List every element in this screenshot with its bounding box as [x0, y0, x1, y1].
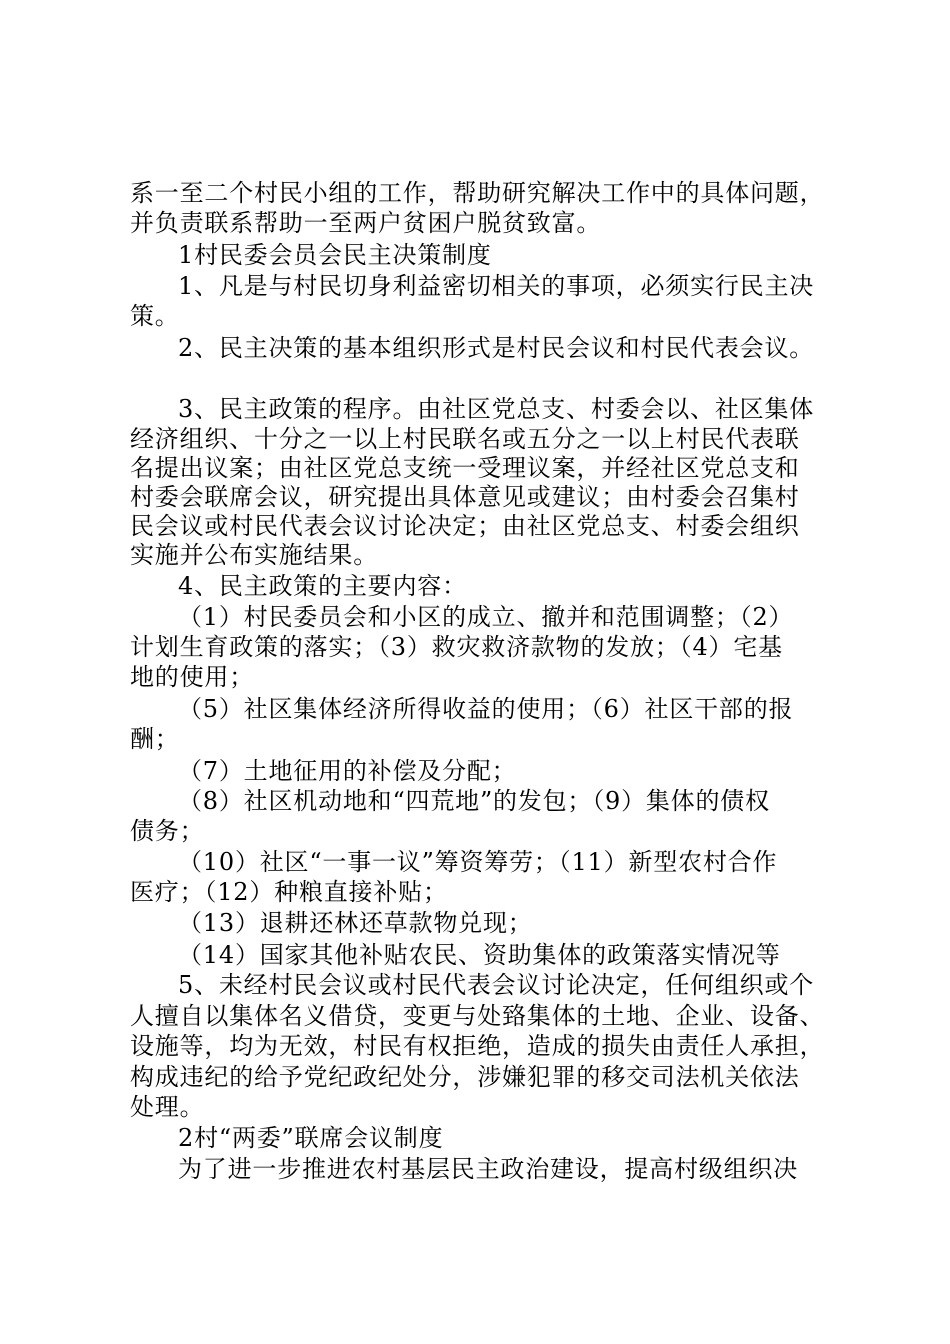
- list-item: （14）国家其他补贴农民、资助集体的政策落实情况等: [178, 941, 781, 969]
- text-line: 村委会联席会议，研究提出具体意见或建议；由村委会召集村: [130, 483, 800, 511]
- text-line: 构成违纪的给予党纪政纪处分，涉嫌犯罪的移交司法机关依法: [130, 1063, 800, 1091]
- list-item: （8）社区机动地和“四荒地”的发包；（9）集体的债权: [178, 787, 770, 815]
- section-heading: 1村民委会员会民主决策制度: [178, 241, 492, 269]
- list-item: （10）社区“一事一议”筹资筹劳；（11）新型农村合作: [178, 848, 778, 876]
- list-item: （5）社区集体经济所得收益的使用；（6）社区干部的报: [178, 695, 794, 723]
- list-item: 医疗；（12）种粮直接补贴；: [130, 878, 448, 906]
- text-line: 名提出议案；由社区党总支统一受理议案，并经社区党总支和: [130, 454, 800, 482]
- text-line: 人擅自以集体名义借贷，变更与处臵集体的土地、企业、设备、: [130, 1002, 825, 1030]
- list-item: 债务；: [130, 817, 205, 845]
- text-line: 2、民主决策的基本组织形式是村民会议和村民代表会议。: [178, 334, 815, 362]
- list-item: 地的使用；: [130, 663, 254, 691]
- text-line: 5、未经村民会议或村民代表会议讨论决定，任何组织或个: [178, 971, 815, 999]
- text-line: 1、凡是与村民切身利益密切相关的事项，必须实行民主决: [178, 272, 815, 300]
- list-item: （13）退耕还林还草款物兑现；: [178, 909, 533, 937]
- text-line: 3、民主政策的程序。由社区党总支、村委会以、社区集体: [178, 395, 815, 423]
- text-line: 设施等，均为无效，村民有权拒绝，造成的损失由责任人承担，: [130, 1032, 825, 1060]
- text-line: 4、民主政策的主要内容：: [178, 572, 467, 600]
- list-item: （7）土地征用的补偿及分配；: [178, 757, 517, 785]
- list-item: 计划生育政策的落实；（3）救灾救济款物的发放；（4）宅基: [130, 633, 783, 661]
- text-line: 并负责联系帮助一至两户贫困户脱贫致富。: [130, 209, 602, 237]
- list-item: （1）村民委员会和小区的成立、撤并和范围调整；（2）: [178, 603, 794, 631]
- text-line: 为了进一步推进农村基层民主政治建设，提高村级组织决: [178, 1155, 798, 1183]
- text-line: 处理。: [130, 1093, 205, 1121]
- text-line: 民会议或村民代表会议讨论决定；由社区党总支、村委会组织: [130, 512, 800, 540]
- text-line: 经济组织、十分之一以上村民联名或五分之一以上村民代表联: [130, 425, 800, 453]
- text-line: 实施并公布实施结果。: [130, 541, 378, 569]
- text-line: 策。: [130, 302, 180, 330]
- text-line: 系一至二个村民小组的工作，帮助研究解决工作中的具体问题，: [130, 179, 825, 207]
- section-heading: 2村“两委”联席会议制度: [178, 1124, 444, 1152]
- list-item: 酬；: [130, 725, 180, 753]
